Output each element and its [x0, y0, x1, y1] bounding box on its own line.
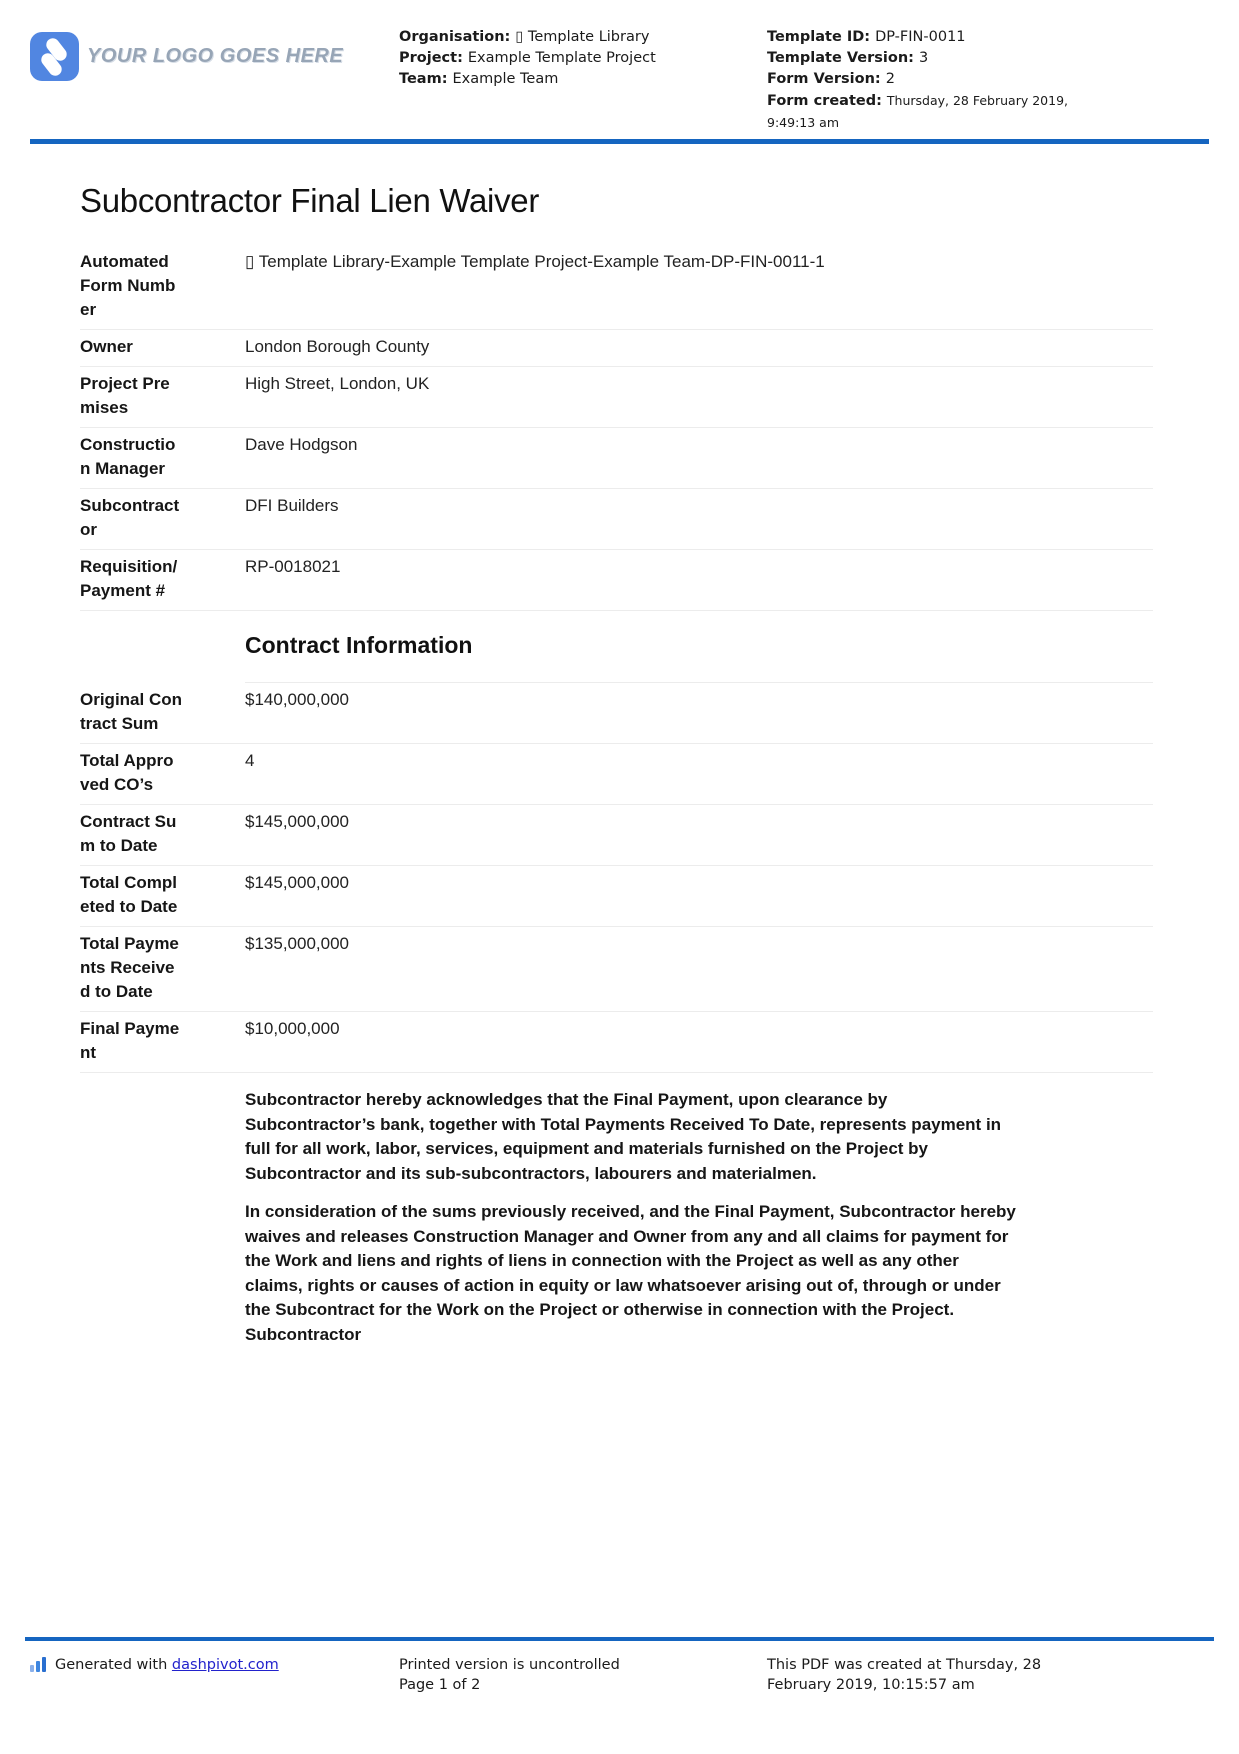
form-version-line	[767, 69, 1079, 90]
team-line	[399, 69, 759, 90]
template-id-label: Template ID:	[767, 29, 871, 45]
table-row-total-payments-received	[80, 927, 1153, 1012]
form-version-value: 2	[885, 71, 895, 87]
team-label: Team:	[399, 71, 448, 87]
page-indicator: Page 1 of 2	[399, 1677, 481, 1693]
table-row-contract-sum-to-date	[80, 805, 1153, 866]
field-value: London Borough County	[245, 337, 430, 356]
table-row-final-payment	[80, 1012, 1153, 1073]
footer-created-info	[767, 1655, 1049, 1695]
field-label: Construction Manager	[80, 435, 176, 478]
field-label: Contract Sum to Date	[80, 812, 177, 855]
table-row-original-contract-sum	[80, 683, 1153, 744]
generated-with-text: Generated with	[55, 1657, 168, 1673]
template-version-value: 3	[918, 50, 929, 66]
team-value: Example Team	[452, 71, 559, 87]
waiver-release-paragraph: In consideration of the sums previously received, and the Final Payment, Subcontractor hereby waives and releases Construction Manager and Owner from any and all claims for payment for the Work and liens and rights of liens in connection with the Project as well as any other claims, rights or causes of action in equity or law whatsoever arising out of, through or under the Subcontract for the Work on the Project or otherwise in connection with the Project. Subcontractor	[245, 1202, 1016, 1344]
table-row-total-approved-cos	[80, 744, 1153, 805]
pdf-created-label: This PDF was created at	[767, 1657, 942, 1673]
header-meta-left	[399, 27, 759, 90]
organisation-label: Organisation:	[399, 29, 511, 45]
waiver-clauses	[245, 1088, 1017, 1347]
dashpivot-link[interactable]: dashpivot.com	[171, 1657, 279, 1673]
footer-print-info	[399, 1655, 729, 1695]
project-value: Example Template Project	[467, 50, 656, 66]
field-value: DFI Builders	[245, 496, 339, 515]
project-label: Project:	[399, 50, 463, 66]
field-label: Total Completed to Date	[80, 873, 178, 916]
bar-chart-icon	[30, 1657, 48, 1672]
footer-generated	[30, 1655, 279, 1675]
header-divider-rule	[30, 139, 1209, 144]
pdf-created-timestamp: Thursday, 28 February 2019, 10:15:57 am	[767, 1657, 1042, 1693]
template-id-value: DP-FIN-0011	[875, 29, 966, 45]
field-label: Requisition/Payment #	[80, 557, 178, 600]
field-value: RP-0018021	[245, 557, 341, 576]
table-row-owner	[80, 330, 1153, 367]
form-fields-table	[80, 245, 1153, 1073]
template-version-label: Template Version:	[767, 50, 914, 66]
field-label: Final Payment	[80, 1019, 180, 1062]
printed-version-note: Printed version is uncontrolled	[399, 1657, 620, 1673]
organisation-line	[399, 27, 759, 48]
field-label: Automated Form Number	[80, 252, 176, 319]
field-label: Total Payments Received to Date	[80, 934, 179, 1001]
form-created-line	[767, 90, 1079, 134]
table-row-project-premises	[80, 367, 1153, 428]
field-label: Subcontractor	[80, 496, 180, 539]
company-logo	[30, 32, 343, 81]
form-created-value: Thursday, 28 February 2019, 9:49:13 am	[767, 93, 1069, 130]
organisation-value: ▯ Template Library	[515, 29, 650, 45]
field-value: $145,000,000	[245, 812, 349, 831]
field-label: Total Approved CO’s	[80, 751, 174, 794]
field-value: ▯ Template Library-Example Template Project-Example Team-DP-FIN-0011-1	[245, 252, 825, 271]
logo-mark-icon	[30, 32, 79, 81]
field-label: Project Premises	[80, 374, 170, 417]
field-label: Owner	[80, 337, 133, 356]
field-value: 4	[245, 751, 255, 770]
table-row-requisition-payment	[80, 550, 1153, 611]
table-row-automated-form-number	[80, 245, 1153, 330]
template-id-line	[767, 27, 1079, 48]
template-version-line	[767, 48, 1079, 69]
project-line	[399, 48, 759, 69]
form-version-label: Form Version:	[767, 71, 881, 87]
footer-divider-rule	[25, 1637, 1214, 1641]
field-value: $145,000,000	[245, 873, 349, 892]
table-row-subcontractor	[80, 489, 1153, 550]
field-value: Dave Hodgson	[245, 435, 358, 454]
field-value: $10,000,000	[245, 1019, 340, 1038]
acknowledgement-paragraph: Subcontractor hereby acknowledges that the Final Payment, upon clearance by Subcontractor’s bank, together with Total Payments Received To Date, represents payment in full for all work, labor, services, equipment and materials furnished on the Project by Subcontractor and its sub-subcontractors, labourers and materialmen.	[245, 1090, 1002, 1183]
field-value: $140,000,000	[245, 690, 349, 709]
table-row-construction-manager	[80, 428, 1153, 489]
section-heading-contract-information: Contract Information	[245, 611, 1153, 683]
logo-placeholder-text: YOUR LOGO GOES HERE	[87, 45, 344, 67]
table-row-total-completed-to-date	[80, 866, 1153, 927]
form-created-label: Form created:	[767, 93, 882, 109]
field-value: High Street, London, UK	[245, 374, 430, 393]
field-label: Original Contract Sum	[80, 690, 182, 733]
field-value: $135,000,000	[245, 934, 349, 953]
page-title: Subcontractor Final Lien Waiver	[80, 182, 540, 219]
header-meta-right	[767, 27, 1079, 134]
form-body	[80, 181, 1153, 1361]
